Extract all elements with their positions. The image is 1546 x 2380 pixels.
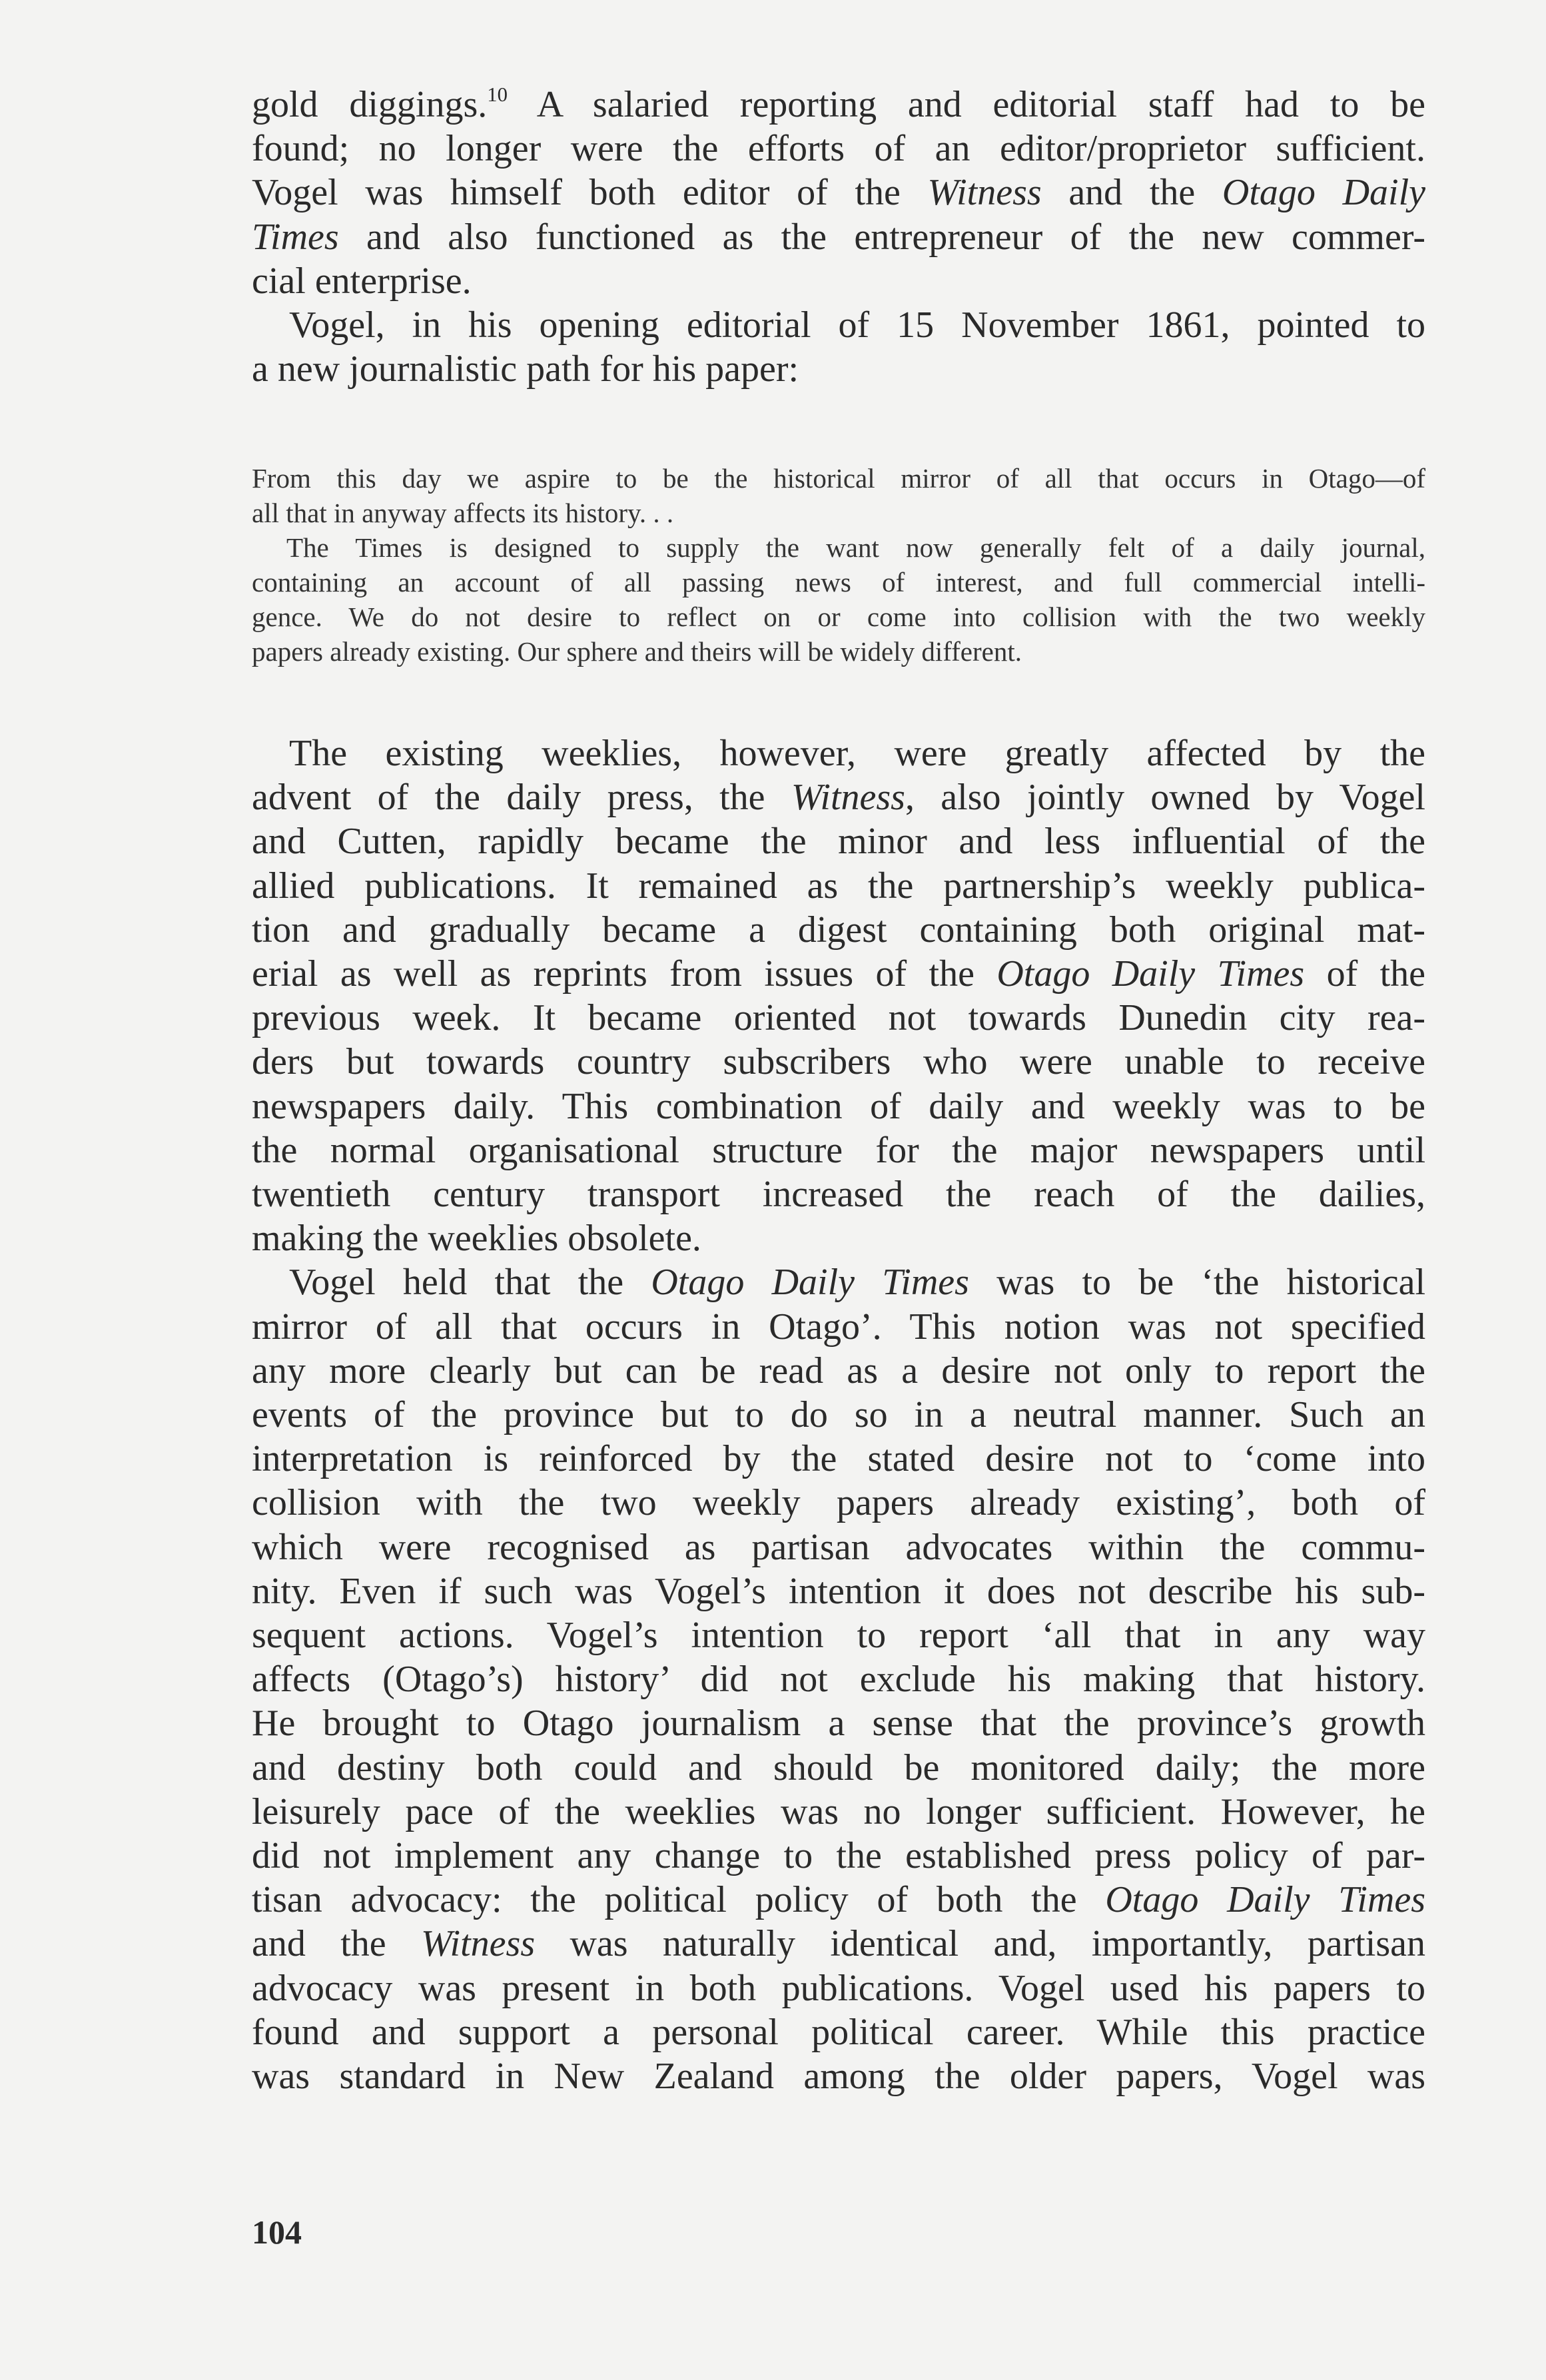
body-text-top — [252, 83, 1425, 391]
text-run: found; no longer were the efforts of an editor/proprietor sufficient. — [252, 128, 1425, 170]
text-run: which were recognised as partisan advocates within the commu- — [252, 1526, 1425, 1568]
text-line — [252, 1128, 1425, 1172]
text-line — [252, 1790, 1425, 1834]
text-run: was standard in New Zealand among the older papers, Vogel was — [252, 2056, 1425, 2098]
text-run: previous week. It became oriented not towards Dunedin city rea- — [252, 997, 1425, 1039]
text-run: newspapers daily. This combination of daily and weekly was to be — [252, 1085, 1425, 1127]
text-run: all that in anyway affects its history. . . — [252, 498, 674, 528]
text-run: found and support a personal political career. While this practice — [252, 2011, 1425, 2053]
italic-title: Times — [252, 216, 339, 258]
text-run: affects (Otago’s) history’ did not exclude his making that history. — [252, 1659, 1425, 1701]
text-line — [252, 996, 1425, 1040]
text-run: Vogel held that the — [289, 1262, 651, 1304]
text-line — [252, 259, 1425, 303]
text-run: allied publications. It remained as the partnership’s weekly publica- — [252, 865, 1425, 907]
text-line — [252, 634, 1425, 669]
text-run: He brought to Otago journalism a sense that the province’s growth — [252, 1703, 1425, 1745]
text-line — [252, 1701, 1425, 1745]
text-line — [252, 1216, 1425, 1260]
text-run: and the — [252, 1923, 421, 1965]
text-line — [252, 1349, 1425, 1393]
italic-title: Witness — [791, 777, 905, 819]
text-run: was naturally identical and, importantly, partisan — [535, 1923, 1425, 1965]
text-line — [252, 1834, 1425, 1878]
text-line — [252, 1260, 1425, 1304]
text-line — [252, 1305, 1425, 1349]
text-run: did not implement any change to the established press policy of par- — [252, 1835, 1425, 1877]
text-line — [252, 1569, 1425, 1613]
text-line — [252, 215, 1425, 259]
text-line — [252, 952, 1425, 996]
text-line — [252, 864, 1425, 908]
text-run: leisurely pace of the weeklies was no longer sufficient. However, he — [252, 1790, 1425, 1832]
text-run: ders but towards country subscribers who were unable to receive — [252, 1041, 1425, 1083]
text-line — [252, 171, 1425, 214]
italic-title: Witness — [927, 172, 1042, 214]
text-run: cial enterprise. — [252, 260, 472, 302]
text-run: A salaried reporting and editorial staff had to be — [508, 84, 1426, 125]
text-line — [252, 775, 1425, 819]
text-run: erial as well as reprints from issues of the — [252, 953, 997, 995]
text-line — [252, 2010, 1425, 2054]
text-line — [252, 1393, 1425, 1437]
text-line — [252, 347, 1425, 391]
text-run: and destiny both could and should be monitored daily; the more — [252, 1747, 1425, 1788]
text-line — [252, 1657, 1425, 1701]
italic-title: Witness — [421, 1923, 536, 1965]
text-run: collision with the two weekly papers already existing’, both of — [252, 1482, 1425, 1524]
text-line — [252, 1481, 1425, 1525]
italic-title: Otago Daily Times — [651, 1262, 969, 1304]
text-run: From this day we aspire to be the historical mirror of all that occurs in Otago—of — [252, 463, 1425, 494]
text-line — [252, 1966, 1425, 2010]
text-line — [252, 127, 1425, 171]
text-run: Vogel was himself both editor of the — [252, 172, 928, 214]
body-text-main — [252, 731, 1425, 2098]
italic-title: Otago Daily Times — [996, 953, 1305, 995]
footnote-ref: 10 — [487, 83, 508, 106]
text-run: twentieth century transport increased the reach of the dailies, — [252, 1174, 1425, 1216]
text-run: papers already existing. Our sphere and theirs will be widely different. — [252, 636, 1022, 667]
text-run: of the — [1304, 953, 1426, 995]
text-line — [252, 1922, 1425, 1966]
text-line — [252, 819, 1425, 863]
text-run: and Cutten, rapidly became the minor and less influential of the — [252, 821, 1425, 863]
text-line — [252, 1040, 1425, 1084]
text-run: The Times is designed to supply the want now generally felt of a daily journal, — [286, 532, 1425, 563]
text-line — [252, 303, 1425, 347]
text-run: , also jointly owned by Vogel — [905, 777, 1425, 819]
text-run: tion and gradually became a digest containing both original mat- — [252, 909, 1425, 951]
text-line — [252, 599, 1425, 634]
text-run: and also functioned as the entrepreneur of the new commer- — [338, 216, 1425, 258]
text-line — [252, 1525, 1425, 1569]
text-line — [252, 496, 1425, 530]
page-number: 104 — [252, 2213, 302, 2251]
text-run: any more clearly but can be read as a desire not only to report the — [252, 1350, 1425, 1391]
text-run: tisan advocacy: the political policy of both the — [252, 1879, 1106, 1921]
text-line — [252, 731, 1425, 775]
text-run: a new journalistic path for his paper: — [252, 348, 799, 390]
italic-title: Otago Daily — [1222, 172, 1425, 214]
text-run: gold diggings. — [252, 84, 488, 125]
text-run: was to be ‘the historical — [968, 1262, 1426, 1304]
text-run: interpretation is reinforced by the stated desire not to ‘come into — [252, 1438, 1425, 1480]
text-run: containing an account of all passing news of interest, and full commercial intelli- — [252, 567, 1425, 597]
text-line — [252, 565, 1425, 599]
text-line — [252, 1746, 1425, 1790]
block-quote — [252, 461, 1425, 669]
text-line — [252, 1878, 1425, 1922]
text-run: making the weeklies obsolete. — [252, 1218, 701, 1260]
text-line — [252, 1084, 1425, 1128]
text-run: The existing weeklies, however, were greatly affected by the — [289, 733, 1425, 774]
text-run: and the — [1041, 172, 1222, 214]
text-line — [252, 530, 1425, 565]
text-line — [252, 1613, 1425, 1657]
text-run: advent of the daily press, the — [252, 777, 791, 819]
text-run: nity. Even if such was Vogel’s intention it does not describe his sub- — [252, 1570, 1425, 1612]
text-line — [252, 83, 1425, 127]
text-run: Vogel, in his opening editorial of 15 November 1861, pointed to — [289, 304, 1425, 346]
text-run: sequent actions. Vogel’s intention to report ‘all that in any way — [252, 1615, 1425, 1657]
text-run: the normal organisational structure for the major newspapers until — [252, 1129, 1425, 1171]
text-line — [252, 908, 1425, 952]
text-line — [252, 461, 1425, 496]
italic-title: Otago Daily Times — [1105, 1879, 1425, 1921]
text-line — [252, 1172, 1425, 1216]
text-run: gence. We do not desire to reflect on or come into collision with the two weekly — [252, 601, 1425, 632]
text-run: events of the province but to do so in a neutral manner. Such an — [252, 1394, 1425, 1436]
text-line — [252, 1437, 1425, 1481]
text-line — [252, 2054, 1425, 2098]
text-run: mirror of all that occurs in Otago’. This notion was not specified — [252, 1306, 1425, 1348]
text-run: advocacy was present in both publications. Vogel used his papers to — [252, 1967, 1425, 2009]
